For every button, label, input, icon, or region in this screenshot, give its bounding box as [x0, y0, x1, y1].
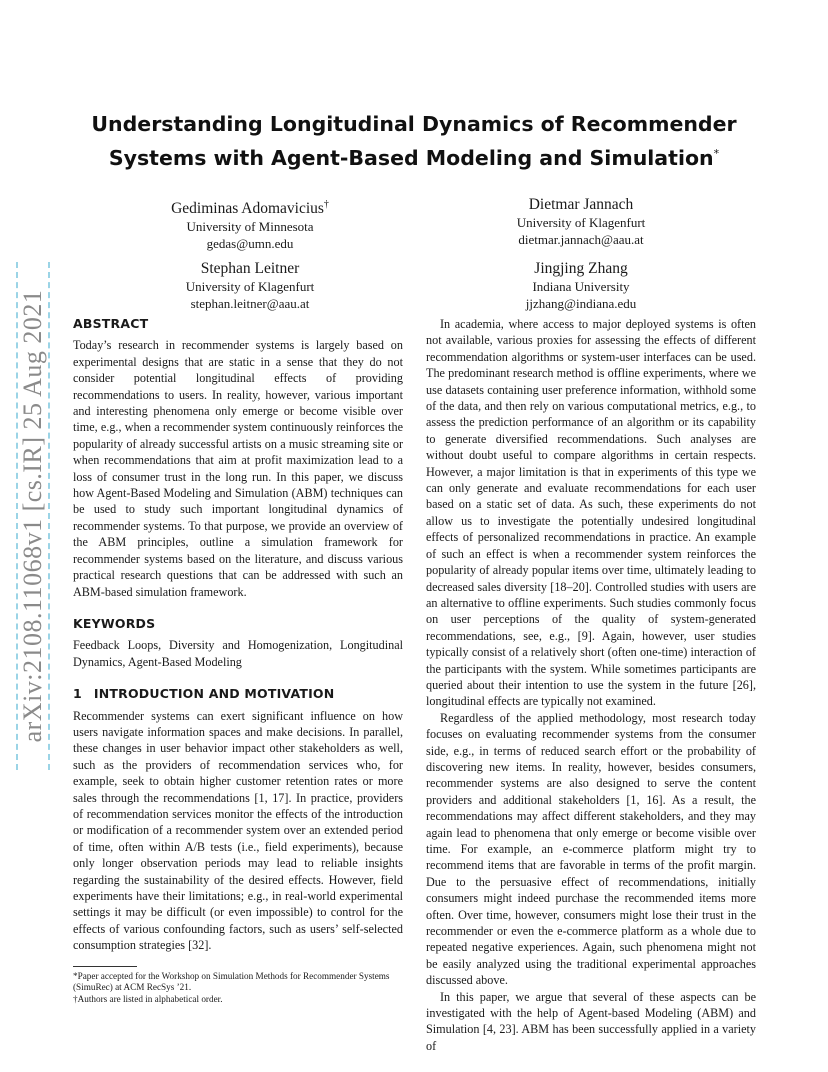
author-block-1 [140, 195, 360, 252]
title-line-2-text: Systems with Agent-Based Modeling and Simulation [108, 145, 714, 170]
footnote-rule [73, 966, 137, 967]
author-email: gedas@umn.edu [206, 235, 294, 251]
keywords-heading: KEYWORDS [73, 615, 156, 631]
title-line-1: Understanding Longitudinal Dynamics of Recommender [91, 112, 737, 136]
author-email: stephan.leitner@aau.at [190, 295, 310, 311]
author-name-text: Gediminas Adomavicius [171, 200, 324, 218]
intro-paragraph: Recommender systems can exert significant influence on how users navigate information spaces and make decisions. In parallel, these changes in user behavior impact other stakeholders as well, such as the providers of recommendation services who, for example, seek to obtain higher customer retention rates or more sales through the recommendations [1, 17]. In practice, providers of recommendation services monitor the effects of the introduction or modification of a recommender system over an extended period of time, often within A/B tests (i.e., field experiments), because only longer observation periods may lead to reliable insights regarding the sustainability of the desired effects. However, field experiments have their limitations; e.g., in real-world experimental settings it may be difficult (or even impossible) to control for the effects of various confounding factors, such as users’ self-selected consumption strategies [32]. [73, 708, 403, 953]
right-column [426, 316, 756, 1054]
author-mark: † [323, 199, 329, 210]
paragraph-methodology: Regardless of the applied methodology, most research today focuses on evaluating recommender systems from the consumer side, e.g., in terms of reduced search effort or the probability of discovering new items. In reality, however, besides consumers, recommender systems are also designed to serve the content providers and additional stakeholders [1, 16]. As a result, the recommendations may affect different stakeholders, and they may again lead to phenomena that only emerge or become visible over time. For example, an e-commerce platform might try to recommend items that are favorable in terms of the profit margin. Due to the persuasive effect of recommendations, initially consumers might indeed purchase the recommended items more often. Over time, however, consumers might lose their trust in the recommender or even the e-commerce platform as a whole due to repeated negative experiences. Again, such phenomena might not be easily analyzed using the traditional experimental approaches discussed above. [426, 710, 756, 988]
intro-heading [73, 686, 403, 702]
keywords-text: Feedback Loops, Diversity and Homogenization, Longitudinal Dynamics, Agent-Based Modeling [73, 638, 403, 669]
author-affiliation: University of Klagenfurt [516, 215, 646, 230]
intro-heading-text: INTRODUCTION AND MOTIVATION [93, 686, 335, 702]
author-name [140, 195, 360, 219]
author-affiliation: Indiana University [532, 279, 630, 294]
paper-title [60, 110, 768, 173]
author-block-4 [471, 259, 691, 312]
author-name: Jingjing Zhang [534, 260, 628, 277]
author-email: jjzhang@indiana.edu [525, 295, 637, 311]
title-line-2 [60, 139, 768, 173]
author-name: Stephan Leitner [200, 260, 300, 277]
author-affiliation: University of Minnesota [186, 219, 314, 235]
author-block-3 [140, 259, 360, 312]
paragraph-academia: In academia, where access to major deployed systems is often not available, various proxies for assessing the effects of different recommendation algorithms or system-user interfaces can be used. The predominant research method is offline experiments, where we use datasets containing user preference information, withhold some of the data, and then rely on various computational metrics, e.g., to assess the prediction performance of an algorithm or its capability to generate diversified recommendations. Such analyses are without doubt useful to compare algorithms in certain respects. However, a major limitation is that in experiments of this type we can only generate and evaluate recommendations for each user based on a static set of data. As such, these experiments do not allow us to investigate the potentially undesired longitudinal effects of personalized recommendations in practice. An example of such an effect is when a recommender system reinforces the popularity of already popular items over time, ultimately leading to decreased sales diversity [18–20]. Controlled studies with users are an alternative to offline experiments. Such studies commonly focus on user perceptions of the quality of system-generated recommendations, see, e.g., [9]. Again, however, user studies typically consist of a relatively short (often one-time) interaction of the participants with the system. While sometimes participants are queried about their intention to use the system in the future [26], longitudinal effects are typically not examined. [426, 317, 756, 709]
left-column [73, 316, 403, 1005]
arxiv-stamp [16, 262, 50, 770]
title-footnote-mark: * [713, 147, 720, 160]
footnote-workshop: *Paper accepted for the Workshop on Simulation Methods for Recommender Systems (SimuRec) at ACM RecSys ’21. [73, 970, 390, 993]
intro-section-number: 1 [73, 686, 82, 702]
abstract-heading: ABSTRACT [73, 316, 149, 331]
footnote-authors: †Authors are listed in alphabetical order. [73, 993, 223, 1004]
author-block-2 [471, 195, 691, 248]
author-affiliation: University of Klagenfurt [185, 279, 315, 294]
author-name: Dietmar Jannach [528, 196, 634, 213]
abstract-text: Today’s research in recommender systems is largely based on experimental designs that are static in a sense that they do not consider potential longitudinal effects of providing recommendations to users. In reality, however, various important and interesting phenomena only emerge or become visible over time, e.g., when a recommender system continuously reinforces the popularity of already successful artists on a music streaming site or when recommendations that aim at profit maximization lead to a loss of consumer trust in the long run. In this paper, we discuss how Agent-Based Modeling and Simulation (ABM) techniques can be used to study such important longitudinal dynamics of recommender systems. To that purpose, we provide an overview of the ABM principles, outline a simulation framework for recommender systems based on the literature, and discuss various practical research questions that can be addressed with such an ABM-based simulation framework. [73, 338, 403, 599]
paragraph-abm: In this paper, we argue that several of these aspects can be investigated with the help of Agent-based Modeling (ABM) and Simulation [4, 23]. ABM has been successfully applied in a variety of [426, 989, 756, 1053]
author-email: dietmar.jannach@aau.at [518, 231, 644, 247]
arxiv-identifier: arXiv:2108.11068v1 [cs.IR] 25 Aug 2021 [18, 289, 47, 743]
